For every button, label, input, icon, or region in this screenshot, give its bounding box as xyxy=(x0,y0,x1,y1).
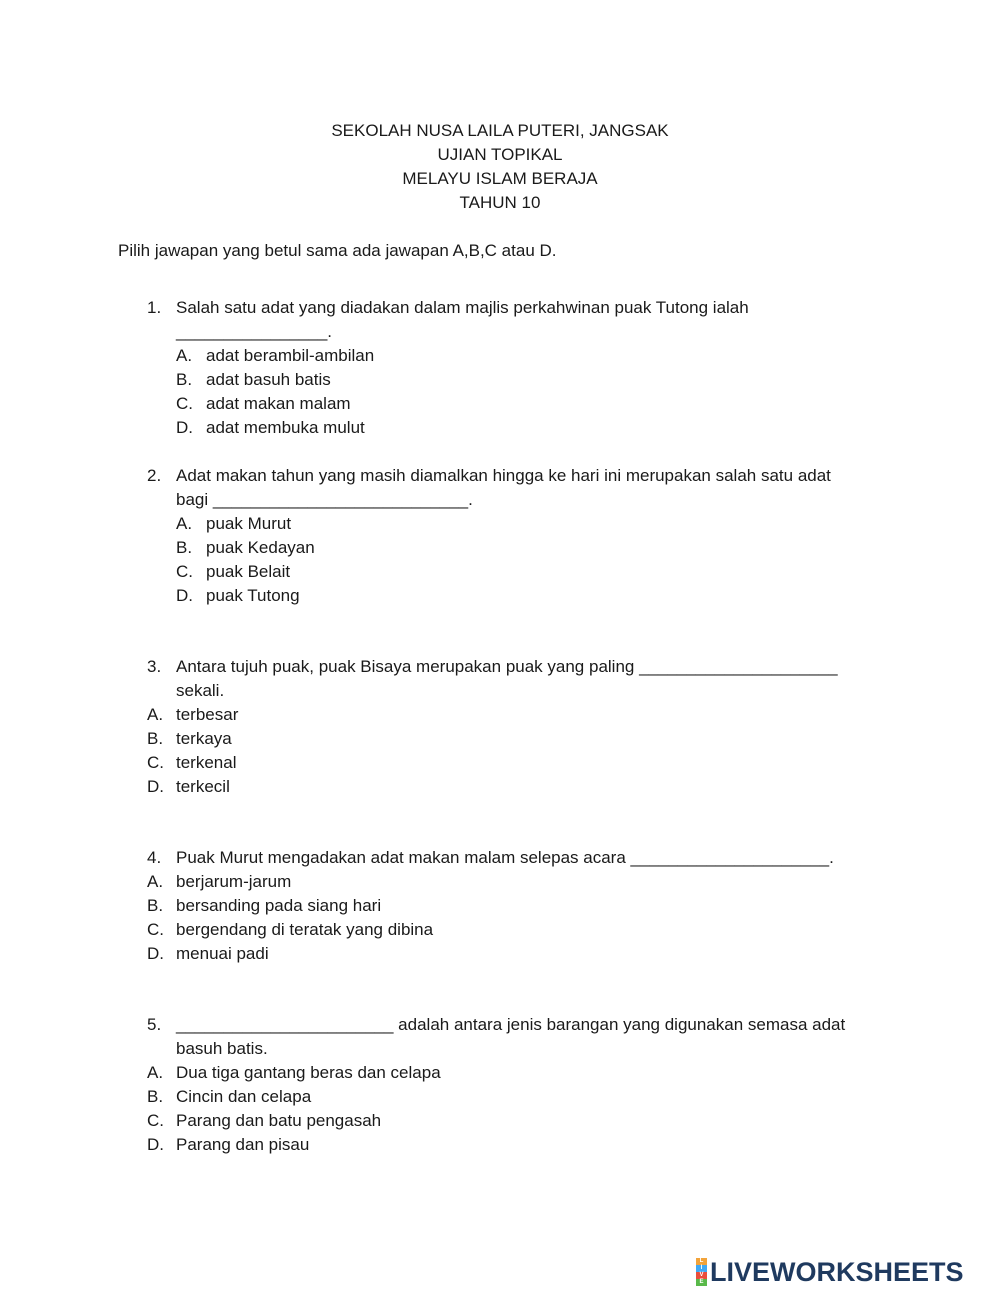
option-text: terkenal xyxy=(176,753,237,772)
option-letter: B. xyxy=(176,538,193,557)
question-1 xyxy=(147,296,877,440)
option-text: puak Kedayan xyxy=(206,538,315,557)
question-stem-cont: basuh batis. xyxy=(176,1039,268,1058)
option-letter: A. xyxy=(176,514,193,533)
question-stem-cont: bagi ___________________________. xyxy=(176,490,473,509)
option-letter: C. xyxy=(147,920,164,939)
liveworksheets-mark-icon: L I V E xyxy=(696,1258,707,1286)
question-3 xyxy=(147,655,877,799)
option-text: bersanding pada siang hari xyxy=(176,896,382,915)
option-text: adat membuka mulut xyxy=(206,418,365,437)
question-4 xyxy=(147,846,877,966)
option-text: adat berambil-ambilan xyxy=(206,346,375,365)
option-d[interactable] xyxy=(147,416,877,440)
option-text: adat makan malam xyxy=(206,394,351,413)
question-stem-cont: sekali. xyxy=(176,681,225,700)
option-letter: C. xyxy=(147,1111,164,1130)
option-letter: D. xyxy=(176,586,193,605)
option-letter: A. xyxy=(176,346,193,365)
subject-title: MELAYU ISLAM BERAJA xyxy=(402,169,598,188)
option-text: terkaya xyxy=(176,729,232,748)
option-c[interactable] xyxy=(147,751,877,775)
option-letter: A. xyxy=(147,872,164,891)
option-c[interactable] xyxy=(147,918,877,942)
option-d[interactable] xyxy=(147,942,877,966)
instruction-text: Pilih jawapan yang betul sama ada jawapan A,B,C atau D. xyxy=(118,241,557,260)
option-text: Parang dan batu pengasah xyxy=(176,1111,382,1130)
option-text: Dua tiga gantang beras dan celapa xyxy=(176,1063,441,1082)
option-d[interactable] xyxy=(147,1133,877,1157)
option-text: terkecil xyxy=(176,777,230,796)
option-a[interactable] xyxy=(147,1061,877,1085)
option-a[interactable] xyxy=(147,344,877,368)
option-letter: B. xyxy=(147,896,164,915)
option-letter: B. xyxy=(147,729,164,748)
option-b[interactable] xyxy=(147,894,877,918)
option-letter: D. xyxy=(147,1135,164,1154)
exam-title: UJIAN TOPIKAL xyxy=(437,145,563,164)
option-a[interactable] xyxy=(147,512,877,536)
option-c[interactable] xyxy=(147,1109,877,1133)
option-d[interactable] xyxy=(147,775,877,799)
liveworksheets-logo xyxy=(696,1257,964,1287)
document-header xyxy=(0,119,1000,215)
question-stem: Salah satu adat yang diadakan dalam majlis perkahwinan puak Tutong ialah xyxy=(176,298,749,317)
option-text: puak Tutong xyxy=(206,586,300,605)
question-2 xyxy=(147,464,877,608)
option-d[interactable] xyxy=(147,584,877,608)
option-text: puak Belait xyxy=(206,562,291,581)
option-text: puak Murut xyxy=(206,514,292,533)
option-text: berjarum-jarum xyxy=(176,872,292,891)
question-number: 5. xyxy=(147,1015,162,1034)
option-letter: D. xyxy=(147,777,164,796)
question-5 xyxy=(147,1013,877,1157)
option-c[interactable] xyxy=(147,392,877,416)
option-a[interactable] xyxy=(147,870,877,894)
option-text: adat basuh batis xyxy=(206,370,331,389)
question-stem: Puak Murut mengadakan adat makan malam selepas acara _____________________. xyxy=(176,848,834,867)
question-number: 2. xyxy=(147,466,162,485)
option-b[interactable] xyxy=(147,536,877,560)
question-number: 1. xyxy=(147,298,162,317)
question-stem: Adat makan tahun yang masih diamalkan hingga ke hari ini merupakan salah satu adat xyxy=(176,466,831,485)
option-letter: B. xyxy=(176,370,193,389)
option-letter: A. xyxy=(147,1063,164,1082)
option-letter: D. xyxy=(147,944,164,963)
option-text: Parang dan pisau xyxy=(176,1135,310,1154)
option-text: bergendang di teratak yang dibina xyxy=(176,920,434,939)
option-letter: C. xyxy=(176,394,193,413)
question-stem: Antara tujuh puak, puak Bisaya merupakan puak yang paling _____________________ xyxy=(176,657,838,676)
question-number: 3. xyxy=(147,657,162,676)
option-letter: C. xyxy=(176,562,193,581)
option-text: terbesar xyxy=(176,705,239,724)
option-c[interactable] xyxy=(147,560,877,584)
question-stem: _______________________ adalah antara jenis barangan yang digunakan semasa adat xyxy=(176,1015,846,1034)
option-a[interactable] xyxy=(147,703,877,727)
question-stem-cont: ________________. xyxy=(176,322,332,341)
option-letter: D. xyxy=(176,418,193,437)
option-letter: C. xyxy=(147,753,164,772)
option-text: Cincin dan celapa xyxy=(176,1087,312,1106)
option-b[interactable] xyxy=(147,727,877,751)
liveworksheets-wordmark: LIVEWORKSHEETS xyxy=(710,1256,964,1287)
question-number: 4. xyxy=(147,848,162,867)
option-text: menuai padi xyxy=(176,944,269,963)
option-letter: B. xyxy=(147,1087,164,1106)
school-name: SEKOLAH NUSA LAILA PUTERI, JANGSAK xyxy=(331,121,669,140)
option-b[interactable] xyxy=(147,368,877,392)
option-b[interactable] xyxy=(147,1085,877,1109)
option-letter: A. xyxy=(147,705,164,724)
level-title: TAHUN 10 xyxy=(459,193,541,212)
